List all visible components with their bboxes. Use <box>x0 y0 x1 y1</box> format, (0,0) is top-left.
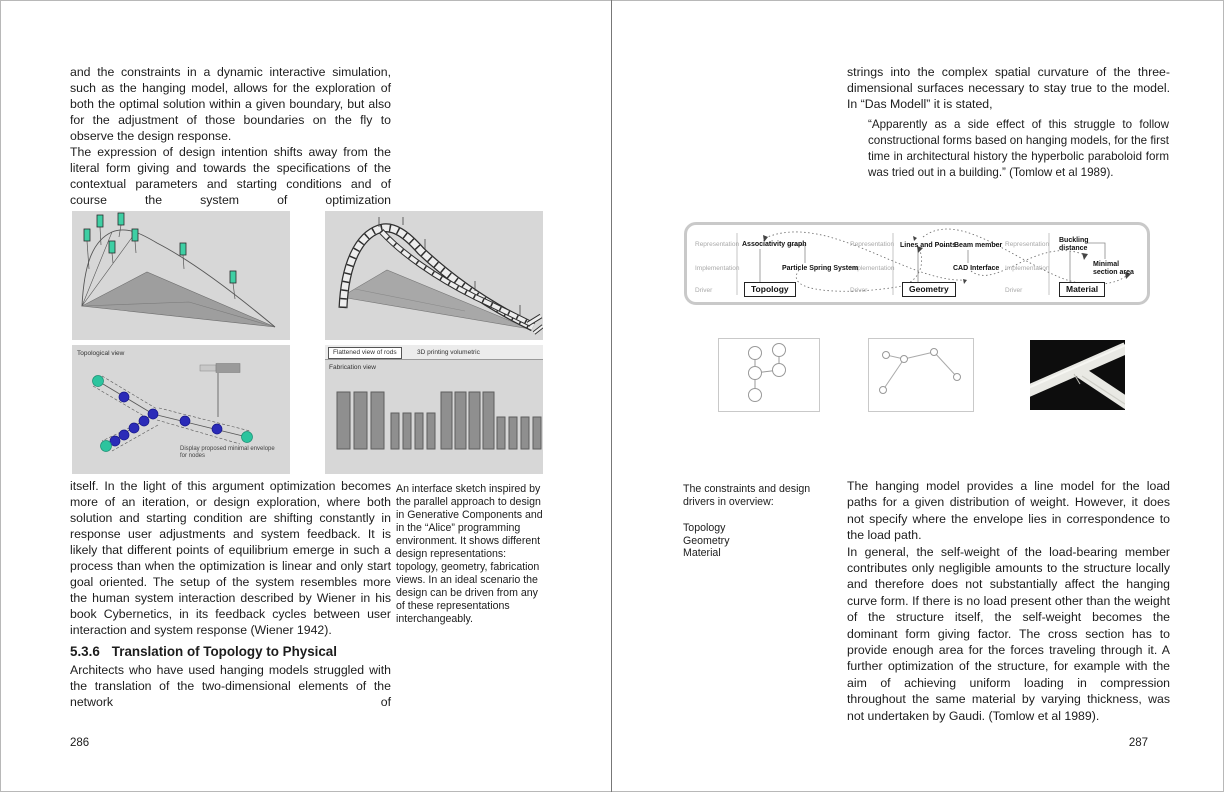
row-label-driver: Driver <box>1005 287 1023 294</box>
fabrication-bar <box>509 417 517 449</box>
arch-render-svg <box>325 211 543 340</box>
paragraph: In general, the self-weight of the load-bearing member contributes only negligible amounts to the structure locally and therefore does not substantially affect the hanging curve form. If there is no load present other than the weight of the structure itself, the self-weight becomes the dominant form giving factor. The cross section has to provide enough area for the forces traveling through it. A further optimization of the structure, for example with the aim of achieving uniform loading in compression throughout the same material by varying thickness, was not undertaken by Gaudi. (Tomlow et al 1989). <box>847 544 1170 723</box>
figure-topology-graph <box>718 338 820 412</box>
fabrication-bar <box>533 417 541 449</box>
topology-graph-svg <box>719 339 819 411</box>
block-quote: “Apparently as a side effect of this struggle to follow constructional forms based on hanging models, for the first time in architectural history the hyperbolic paraboloid form was tried out in a building.” (Tomlow et al 1989). <box>868 118 1169 179</box>
paragraph: The hanging model provides a line model for the load paths for a given distribution of weight. However, it does not specify where the envelope lies in correspondence to the load path. <box>847 479 1170 543</box>
paragraph: itself. In the light of this argument optimization becomes more of an iteration, or design exploration, where both solution and starting condition are shifting constantly in response user adjustments and system feedback. It is likely that different points of equilibrium emerge in such a process than when the optimization is linear and only start goal oriented. The setup of the system resembles more the human system interaction described by Wiener in his book Cybernetics, in its feedback cycles between user interaction and system response (Wiener 1942). <box>70 479 391 637</box>
figure-topological-view <box>72 345 290 474</box>
item-buckling-distance: Buckling distance <box>1059 237 1089 252</box>
drivers-diagram <box>684 222 1150 305</box>
paragraph: strings into the complex spatial curvature of the three-dimensional surfaces necessary to stay true to the model. In “Das Modell” it is stated, <box>847 65 1170 111</box>
row-label-representation: Representation <box>695 241 740 248</box>
row-label-implementation: Implementation <box>1005 265 1050 272</box>
item-beam-member: Beam member <box>954 242 1003 249</box>
row-label-representation: Representation <box>1005 241 1050 248</box>
fabrication-bar <box>441 392 452 449</box>
row-label-driver: Driver <box>850 287 868 294</box>
left-page-number: 286 <box>70 737 90 749</box>
fabrication-bar <box>371 392 384 449</box>
fabrication-view-label: Fabrication view <box>329 364 376 371</box>
fabrication-tab-3dprint: 3D printing volumetric <box>417 349 480 356</box>
fabrication-bar <box>483 392 494 449</box>
row-label-implementation: Implementation <box>850 265 895 272</box>
geometry-graph-svg <box>869 339 973 411</box>
section-number: 5.3.6 <box>70 644 100 659</box>
figure-fabrication-view <box>325 345 543 474</box>
paragraph: The expression of design intention shifts away from the literal form giving and towards the specifications of the contextual parameters and starting conditions and of course the system of optimization <box>70 145 391 207</box>
paragraph: Architects who have used hanging models struggled with the translation of the two-dimensional elements of the network of <box>70 663 391 709</box>
right-page-number: 287 <box>1128 737 1148 749</box>
fabrication-bar <box>415 413 423 449</box>
right-body-block-2 <box>847 478 1170 724</box>
model-handles-svg <box>72 211 290 340</box>
figure-arch-render <box>325 211 543 340</box>
row-label-driver: Driver <box>695 287 713 294</box>
paragraph: and the constraints in a dynamic interactive simulation, such as the hanging model, allows for the exploration of both the optimal solution within a given boundary, but also for the adjustment of those boundaries on the fly to observe the design response. <box>70 65 391 143</box>
row-label-implementation: Implementation <box>695 265 740 272</box>
right-figure-caption <box>683 483 823 560</box>
right-body-block-1 <box>847 64 1170 181</box>
caption-list <box>683 522 823 560</box>
fabrication-bar <box>469 392 480 449</box>
section-heading <box>70 644 391 660</box>
caption-item-geometry: Geometry <box>683 534 730 547</box>
fabrication-header-bar <box>325 345 543 360</box>
driver-box-material: Material <box>1059 282 1105 297</box>
left-body-block-1 <box>70 64 391 208</box>
fabrication-bar <box>391 413 399 449</box>
item-minimal-section-area: Minimal section area <box>1093 261 1134 276</box>
printed-joint-svg <box>1030 340 1125 410</box>
fabrication-bar <box>403 413 411 449</box>
item-cad-interface: CAD Interface <box>953 265 1000 272</box>
topological-view-note: Display proposed minimal envelope for nodes <box>180 446 275 459</box>
driver-box-topology: Topology <box>744 282 796 297</box>
section-title: Translation of Topology to Physical <box>111 644 337 659</box>
caption-item-topology: Topology <box>683 522 726 534</box>
topological-view-title: Topological view <box>77 350 125 357</box>
figure-printed-joint-photo <box>1030 340 1125 410</box>
fabrication-bar <box>455 392 466 449</box>
fabrication-bar <box>354 392 367 449</box>
left-figure-caption: An interface sketch inspired by the parallel approach to design in Generative Components and in the “Alice” programming environment. It shows different design representations: topology, geometry, fabrication views. In an ideal scenario the design can be driven from any of these representations interchangeably. <box>396 483 543 625</box>
figure-geometry-graph <box>868 338 974 412</box>
fabrication-bar <box>521 417 529 449</box>
fabrication-bar <box>427 413 435 449</box>
item-lines-and-points: Lines and Points <box>900 242 957 249</box>
fabrication-bar <box>497 417 505 449</box>
item-associativity-graph: Associativity graph <box>742 241 807 248</box>
figure-model-handles <box>72 211 290 340</box>
row-label-representation: Representation <box>850 241 895 248</box>
fabrication-tab-flattened: Flattened view of rods <box>328 347 402 359</box>
left-body-block-2 <box>70 478 391 710</box>
driver-box-geometry: Geometry <box>902 282 956 297</box>
page-divider <box>611 0 612 792</box>
caption-intro: The constraints and design drivers in overview: <box>683 483 811 508</box>
fabrication-bar <box>337 392 350 449</box>
item-particle-spring-system: Particle Spring System <box>782 265 859 272</box>
caption-item-material: Material <box>683 547 721 559</box>
